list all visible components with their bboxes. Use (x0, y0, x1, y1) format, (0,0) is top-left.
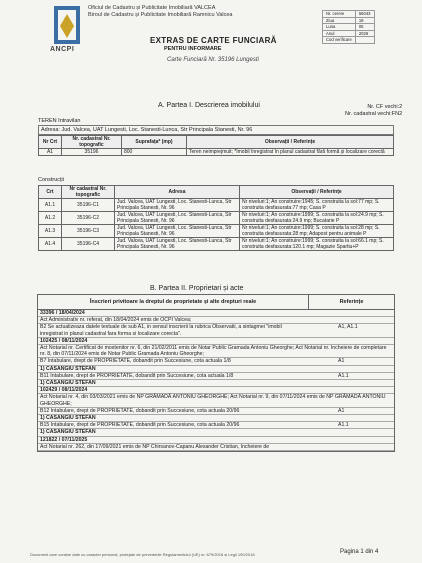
column-header: Nr. cadastral Nr. topografic (62, 136, 122, 149)
carte-funciara-number: Carte Funciară Nr. 35196 Lungesti (167, 57, 259, 63)
table-row (39, 225, 394, 238)
table-cell: Jud. Valcea, UAT Lungesti, Loc. Stanesti-Lunca, Str Principala Stanesti, Nr. 96 (115, 225, 240, 238)
registration-text: 1) CASANGIU STEFAN (40, 429, 96, 436)
page-number: Pagina 1 din 4 (340, 549, 379, 555)
document-subtitle: PENTRU INFORMARE (164, 46, 222, 52)
registration-text: 1) CASANGIU STEFAN (40, 365, 96, 372)
registration-text: Act Notarial nr. Certificat de mostenitor nr. 6, din 21/02/2011 emis de Notar Public Gramada Antoniu Gheorghe; Act Notarial nr. Incheiere de completare nr. 8, din 07/11/2024 emis de Notar Public Gramada Antoniu Gheorghe; (40, 345, 387, 358)
registration-row (38, 429, 394, 436)
reference-cell: Nr. cerere (323, 11, 356, 18)
table-cell: Nr niveluri:1; An construire:1999; S. construita la sol:24.9 mp; S. construita desfasurata:24.9 mp; Bucatarie P (240, 212, 394, 225)
table-header-row (39, 136, 394, 149)
request-reference-table (322, 10, 375, 44)
registration-text: 1) CASANGIU STEFAN (40, 380, 96, 387)
land-type: TEREN Intravilan (38, 118, 81, 124)
registration-row (38, 394, 394, 407)
table-row (39, 149, 394, 156)
reference-cell: 2026 (355, 30, 374, 37)
column-header: Adresa (115, 186, 240, 199)
column-header: Observații / Referințe (240, 186, 394, 199)
registration-entries (38, 310, 394, 451)
registration-row (38, 324, 394, 337)
registrations-table (37, 294, 395, 452)
table-cell: 35196-C1 (62, 199, 115, 212)
registration-text: 102429 / 08/11/2024 (40, 387, 88, 394)
table-cell: Nr niveluri:1; An construire:1999; S. construita la sol:28 mp; S. construita desfasurata:28 mp; Adapost pentru animale P (240, 225, 394, 238)
registration-text: B15 Intabulare, drept de PROPRIETATE, dobandit prin Succesiune, cota actuala 20/96 (40, 422, 240, 429)
registration-row (38, 408, 394, 415)
reference-cell: 56043 (355, 11, 374, 18)
registration-row (38, 345, 394, 358)
reference-cell: 05 (355, 24, 374, 31)
constructions-label: Construcții (38, 177, 64, 183)
office-header: Oficiul de Cadastru și Publicitate Imobiliară VALCEA Biroul de Cadastru și Publicitate Imobiliară Ramnicu Valcea (88, 5, 233, 18)
constructions-table (38, 185, 394, 251)
table-cell: 35196 (62, 149, 122, 156)
footer-disclaimer: Document care conține date cu caracter personal, protejate de prevederile Regulamentului (UE) nr. 679/2016 și Legii 190/2018 (30, 552, 255, 557)
table-cell: Teren neimprejmuit; *Imobil înregistrat în planul cadastral fără formă și localizare corectă (187, 149, 394, 156)
table-cell: 35196-C2 (62, 212, 115, 225)
table-cell: 800 (122, 149, 187, 156)
table-cell: Jud. Valcea, UAT Lungesti, Loc. Stanesti-Lunca, Str Principala Stanesti, Nr. 96 (115, 212, 240, 225)
table-row (39, 212, 394, 225)
registration-text: B11 Intabulare, drept de PROPRIETATE, dobandit prin Succesiune, cota actuala 1/8 (40, 372, 234, 379)
table-cell: A1.3 (39, 225, 62, 238)
registration-row (38, 380, 394, 387)
table-cell: Jud. Valcea, UAT Lungesti, Loc. Stanesti-Lunca, Str Principala Stanesti, Nr. 96 (115, 199, 240, 212)
registration-text: 102425 / 08/11/2024 (40, 337, 88, 344)
registration-text: Act Notarial nr. 262, din 17/09/2021 emis de NP Chirsanov-Capanu Alexander Cristian, Incheiere de (40, 443, 270, 450)
reference-cell: 19 (355, 17, 374, 24)
document-title: EXTRAS DE CARTE FUNCIARĂ (150, 36, 277, 45)
column-header: Nr Crt (39, 136, 62, 149)
registration-text: 121822 / 07/11/2025 (40, 436, 88, 443)
registration-row (38, 338, 394, 345)
reference-cell: Anul (323, 30, 356, 37)
table-cell: Jud. Valcea, UAT Lungesti, Loc. Stanesti-Lunca, Str Principala Stanesti, Nr. 96 (115, 238, 240, 251)
logo-text: ANCPI (50, 46, 75, 53)
registration-row (38, 373, 394, 380)
registration-row (38, 422, 394, 429)
table-cell: A1.2 (39, 212, 62, 225)
reference-cell (355, 37, 374, 44)
reference-cell: Ziua (323, 17, 356, 24)
registration-reference: A1, A1.1 (338, 324, 358, 331)
table-cell: Nr niveluri:1; An construire:1945; S. construita la sol:77 mp; S. construita desfasurata:77 mp; Casa P (240, 199, 394, 212)
registration-text: Act Administrativ nr. referat, din 18/04/2024 emis de OCPI Valcea; (40, 317, 192, 324)
section-a-title: A. Partea I. Descrierea imobilului (158, 102, 260, 109)
table-cell: 35196-C3 (62, 225, 115, 238)
registration-reference: A1 (338, 358, 345, 365)
registration-row (38, 358, 394, 365)
reference-cell: Cod verificare (323, 37, 356, 44)
registration-text: B12 Intabulare, drept de PROPRIETATE, dobandit prin Succesiune, cota actuala 20/96 (40, 407, 240, 414)
registration-row (38, 310, 394, 317)
registrations-header: Înscrieri privitoare la dreptul de proprietate și alte drepturi reale Referințe (38, 295, 394, 310)
registration-row (38, 366, 394, 373)
section-b-title: B. Partea II. Proprietari și acte (150, 285, 244, 292)
ancpi-logo-icon (52, 4, 82, 48)
column-header: Observații / Referințe (187, 136, 394, 149)
registration-text: B2 Se actualizeaza datele textuale de sub A1, in sensul inscrierii la rubrica Observatii, a sintagmei "imobil inregistrat in planul cadastral fara forma si localizare corecta". (40, 324, 282, 337)
registration-row (38, 415, 394, 422)
land-address: Adresa: Jud. Valcea, UAT Lungesti, Loc. Stanesti-Lunca, Str Principala Stanesti, Nr. 96 (38, 125, 394, 135)
table-cell: 35196-C4 (62, 238, 115, 251)
table-cell: A1.4 (39, 238, 62, 251)
registration-text: B7 Intabulare, drept de PROPRIETATE, dobandit prin Succesiune, cota actuala 1/8 (40, 358, 231, 365)
registration-text: Act Notarial nr. 4, din 03/03/2021 emis de NP GRĂMADĂ ANTONIU GHEORGHE; Act Notarial nr. 9, din 07/11/2024 emis de NP GRĂMADĂ ANTONIU GHEORGHE; (40, 394, 386, 407)
registration-row (38, 317, 394, 324)
column-header: Nr cadastral Nr. topografic (62, 186, 115, 199)
registration-row (38, 437, 394, 444)
registration-reference: A1.1 (338, 372, 349, 379)
land-table (38, 135, 394, 156)
registration-row (38, 444, 394, 451)
table-cell: A1.1 (39, 199, 62, 212)
reference-row (323, 37, 375, 44)
column-header: Suprafața* (mp) (122, 136, 187, 149)
table-cell: Nr niveluri:1; An construire:1999; S. construita la sol:66.1 mp; S. construita desfasurata:120.1 mp; Magazie Spartiu+P (240, 238, 394, 251)
reference-cell: Luna (323, 24, 356, 31)
table-header-row (39, 186, 394, 199)
registration-text: 1) CASANGIU STEFAN (40, 415, 96, 422)
old-numbers: Nr. CF vechi:2 Nr. cadastral vechi:FN2 (345, 104, 403, 117)
column-header: Crt (39, 186, 62, 199)
table-row (39, 199, 394, 212)
registration-reference: A1.1 (338, 422, 349, 429)
table-cell: A1 (39, 149, 62, 156)
registration-reference: A1 (338, 407, 345, 414)
registration-text: 33396 / 18/04/2024 (40, 310, 85, 316)
table-row (39, 238, 394, 251)
